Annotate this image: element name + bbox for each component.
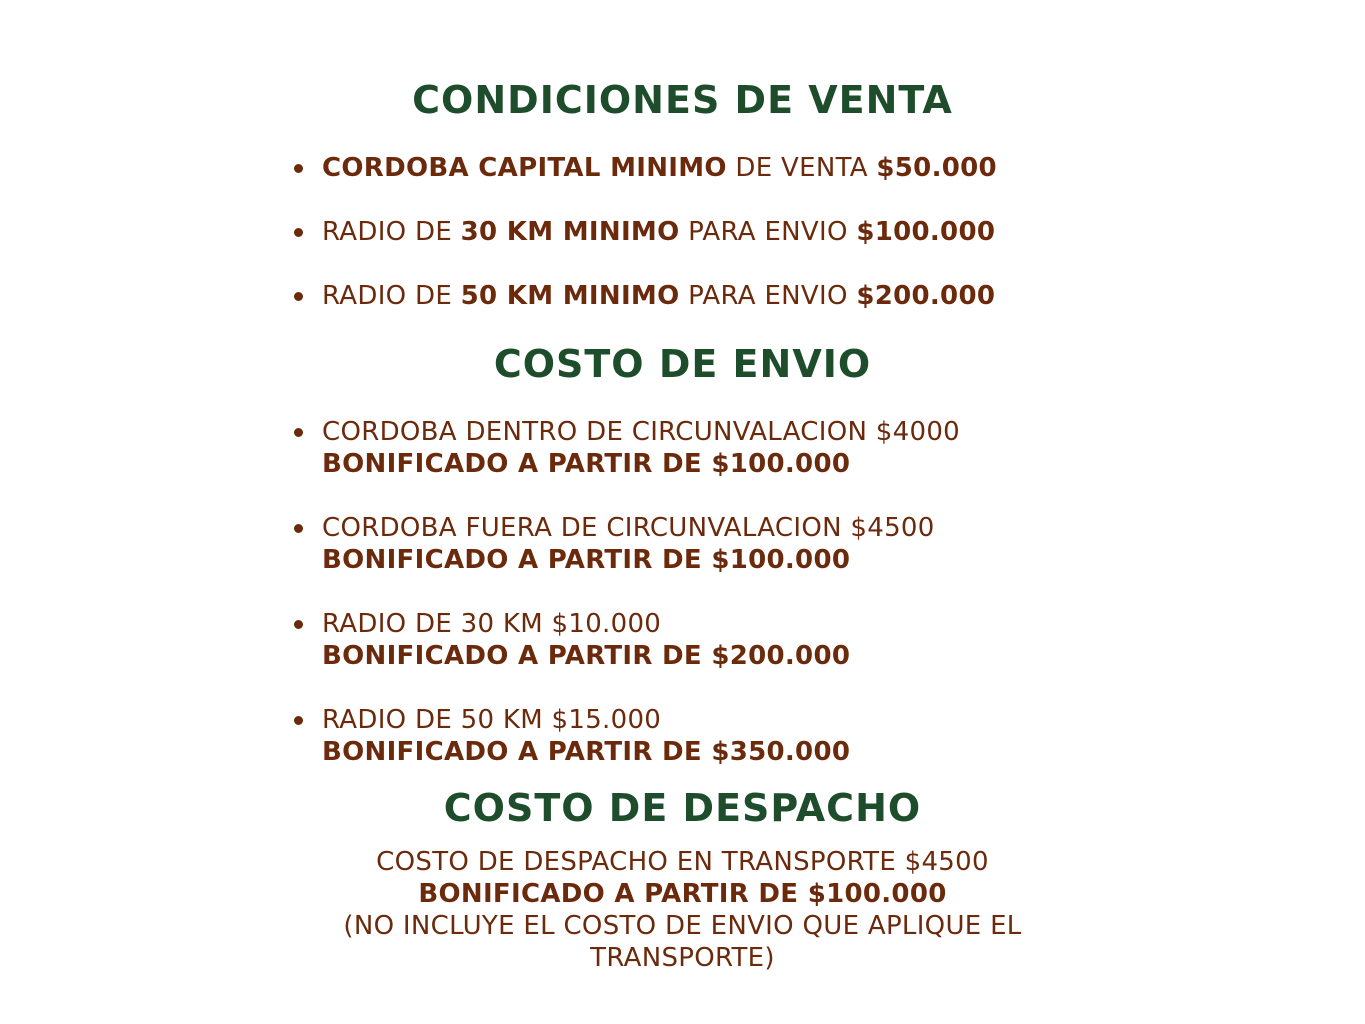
condicion-item-label: CORDOBA CAPITAL MINIMO	[322, 153, 727, 183]
heading-costo-de-despacho: COSTO DE DESPACHO	[443, 786, 922, 830]
condicion-item-distance: 50 KM MINIMO	[460, 281, 680, 311]
condicion-item-radio-50km	[322, 280, 995, 312]
condicion-item-text: RADIO DE	[322, 217, 461, 247]
bullet-icon	[294, 292, 303, 301]
condicion-item-radio-30km	[322, 216, 995, 248]
condicion-item-text: RADIO DE	[322, 281, 461, 311]
envio-item-radio-50km	[322, 704, 850, 768]
despacho-note: (NO INCLUYE EL COSTO DE ENVIO QUE APLIQUE EL	[343, 911, 1022, 941]
condicion-item-text: DE VENTA	[726, 153, 877, 183]
despacho-cost: COSTO DE DESPACHO EN TRANSPORTE $4500	[376, 847, 989, 877]
envio-item-bonificado: BONIFICADO A PARTIR DE $100.000	[322, 449, 851, 479]
bullet-icon	[294, 428, 303, 437]
envio-item-bonificado: BONIFICADO A PARTIR DE $350.000	[322, 737, 851, 767]
envio-item-bonificado: BONIFICADO A PARTIR DE $200.000	[322, 641, 851, 671]
bullet-icon	[294, 228, 303, 237]
envio-item-cost: RADIO DE 50 KM $15.000	[322, 705, 662, 735]
despacho-bonificado: BONIFICADO A PARTIR DE $100.000	[418, 879, 947, 909]
bullet-icon	[294, 620, 303, 629]
condicion-item-text: PARA ENVIO	[679, 281, 857, 311]
condicion-item-amount: $100.000	[856, 217, 996, 247]
condicion-item-text: PARA ENVIO	[679, 217, 857, 247]
envio-item-fuera-circunvalacion	[322, 512, 935, 576]
envio-item-cost: CORDOBA FUERA DE CIRCUNVALACION $4500	[322, 513, 935, 543]
envio-item-cost: RADIO DE 30 KM $10.000	[322, 609, 662, 639]
condicion-item-amount: $50.000	[876, 153, 997, 183]
heading-condiciones-de-venta: CONDICIONES DE VENTA	[412, 78, 953, 122]
condicion-item-distance: 30 KM MINIMO	[460, 217, 680, 247]
bullet-icon	[294, 524, 303, 533]
despacho-description	[0, 846, 1365, 974]
envio-item-bonificado: BONIFICADO A PARTIR DE $100.000	[322, 545, 851, 575]
condicion-item-amount: $200.000	[856, 281, 996, 311]
bullet-icon	[294, 716, 303, 725]
envio-item-radio-30km	[322, 608, 850, 672]
envio-item-dentro-circunvalacion	[322, 416, 960, 480]
heading-costo-de-envio: COSTO DE ENVIO	[493, 342, 872, 386]
despacho-note-continued: TRANSPORTE)	[590, 943, 775, 973]
condicion-item-cordoba-capital	[322, 152, 997, 184]
bullet-icon	[294, 164, 303, 173]
envio-item-cost: CORDOBA DENTRO DE CIRCUNVALACION $4000	[322, 417, 961, 447]
